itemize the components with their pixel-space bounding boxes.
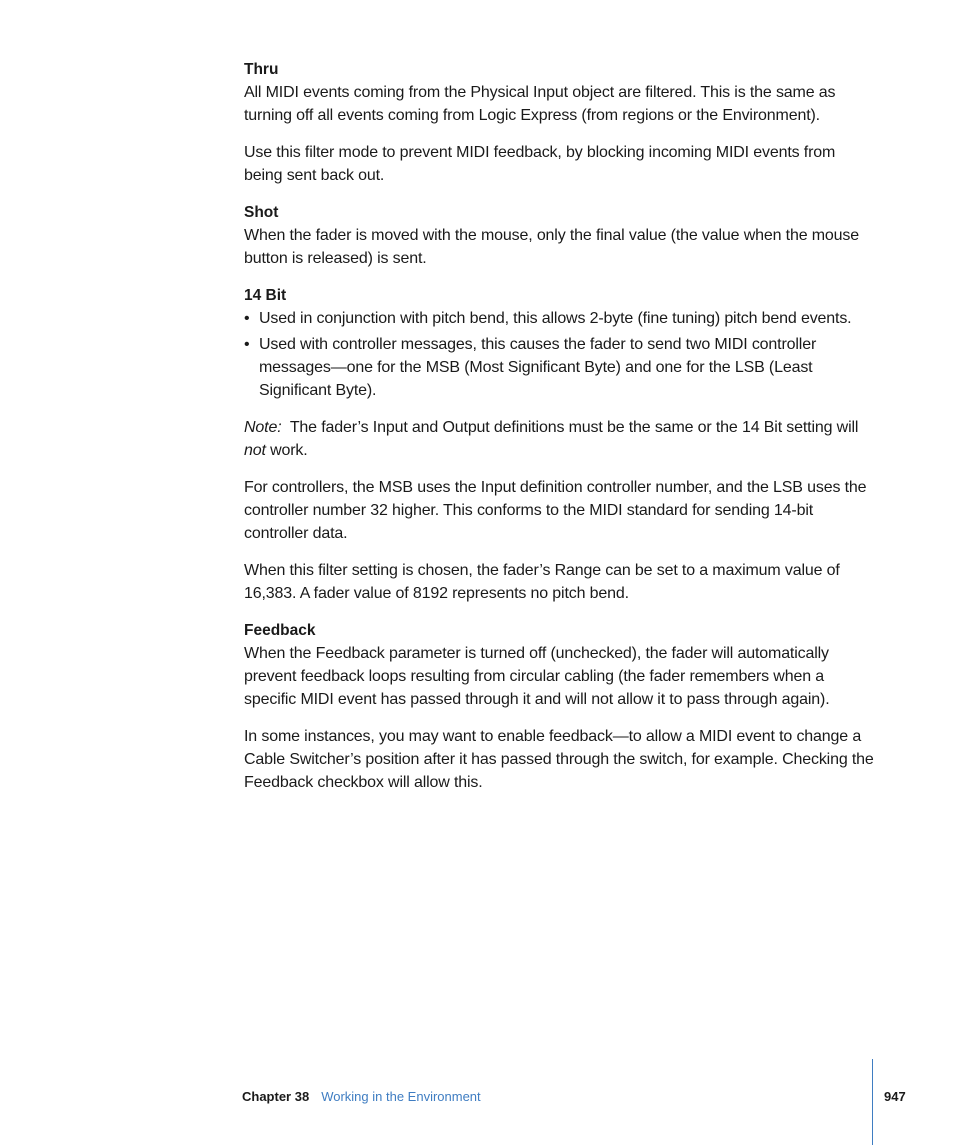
shot-paragraph-1: When the fader is moved with the mouse, only the final value (the value when the mouse button is released) is sent. <box>244 227 860 267</box>
heading-thru: Thru <box>244 61 279 78</box>
list-item <box>244 333 874 402</box>
page-footer <box>242 1087 481 1107</box>
feedback-paragraph-2: In some instances, you may want to enable feedback—to allow a MIDI event to change a Cable Switcher’s position after it has passed through the switch, for example. Checking the Feedback checkbox will allow this. <box>244 728 874 791</box>
list-item <box>244 307 874 330</box>
bullet-icon: • <box>244 310 250 327</box>
footer-divider <box>872 1059 873 1145</box>
feedback-paragraph-1: When the Feedback parameter is turned off (unchecked), the fader will automatically prevent feedback loops resulting from circular cabling (the fader remembers when a specific MIDI event has passed through it and will not allow it to pass through again). <box>244 645 830 708</box>
bullet-icon: • <box>244 336 250 353</box>
bit14-paragraph-3: When this filter setting is chosen, the fader’s Range can be set to a maximum value of 16,383. A fader value of 8192 represents no pitch bend. <box>244 562 840 602</box>
note-paragraph <box>244 416 874 462</box>
list-item-text: Used with controller messages, this causes the fader to send two MIDI controller messages—one for the MSB (Most Significant Byte) and one for the LSB (Least Significant Byte). <box>259 336 817 399</box>
heading-shot: Shot <box>244 204 279 221</box>
note-text-after: work. <box>270 442 308 459</box>
section-shot <box>244 201 874 270</box>
thru-paragraph-1: All MIDI events coming from the Physical Input object are filtered. This is the same as turning off all events coming from Logic Express (from regions or the Environment). <box>244 84 836 124</box>
section-thru <box>244 58 874 187</box>
section-feedback <box>244 619 874 794</box>
page-number: 947 <box>884 1089 906 1104</box>
note-text-before: The fader’s Input and Output definitions must be the same or the 14 Bit setting will <box>289 419 859 436</box>
heading-14-bit: 14 Bit <box>244 287 287 304</box>
note-label: Note: <box>244 419 282 436</box>
list-item-text: Used in conjunction with pitch bend, this allows 2-byte (fine tuning) pitch bend events. <box>259 310 852 327</box>
page-content <box>244 58 874 808</box>
heading-feedback: Feedback <box>244 622 316 639</box>
bullet-list <box>244 307 874 402</box>
note-emphasis: not <box>244 442 266 459</box>
footer-chapter-title: Working in the Environment <box>321 1089 481 1104</box>
thru-paragraph-2: Use this filter mode to prevent MIDI feedback, by blocking incoming MIDI events from being sent back out. <box>244 144 836 184</box>
section-14-bit <box>244 284 874 605</box>
footer-chapter-label: Chapter 38 <box>242 1089 310 1104</box>
bit14-paragraph-2: For controllers, the MSB uses the Input definition controller number, and the LSB uses the controller number 32 higher. This conforms to the MIDI standard for sending 14-bit controller data. <box>244 479 867 542</box>
